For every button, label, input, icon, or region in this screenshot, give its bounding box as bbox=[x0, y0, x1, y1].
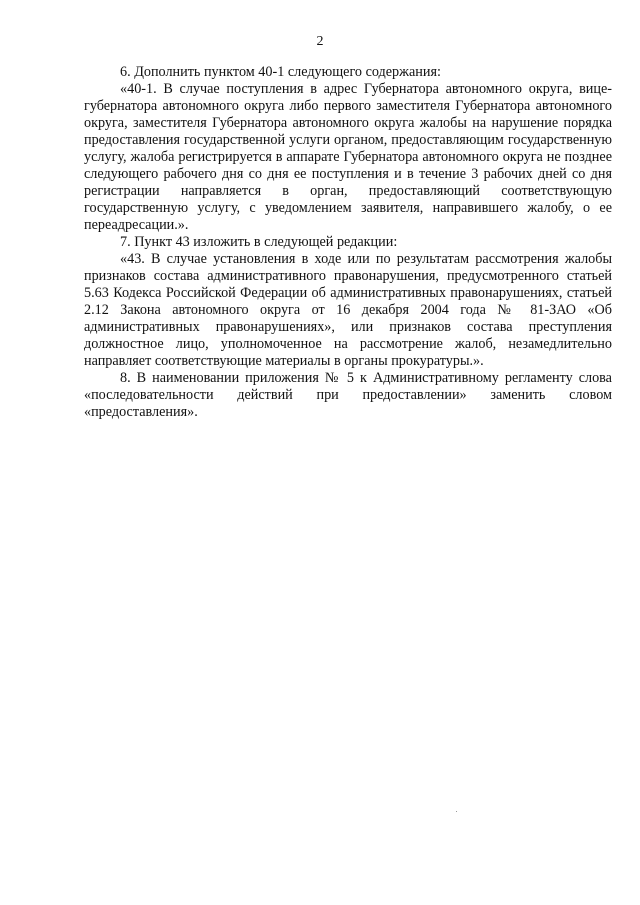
paragraph-point-40-1: «40-1. В случае поступления в адрес Губернатора автономного округа, вице-губернатора автономного округа либо первого заместителя Губернатора автономного округа, заместителя Губернатора автономного округа жалобы на нарушение порядка предоставления государственной услуги органом, предоставляющим государственную услугу, жалоба регистрируется в аппарате Губернатора автономного округа не позднее следующего рабочего дня со дня ее поступления и в течение 3 рабочих дней со дня регистрации направляется в орган, предоставляющий соответствующую государственную услугу, с уведомлением заявителя, направившего жалобу, о ее переадресации.». bbox=[84, 81, 612, 233]
paragraph-item-8: 8. В наименовании приложения № 5 к Административному регламенту слова «последовательности действий при предоставлении» заменить словом «предоставления». bbox=[84, 370, 612, 420]
paragraph-item-6: 6. Дополнить пунктом 40-1 следующего содержания: bbox=[120, 64, 441, 80]
document-body bbox=[84, 64, 612, 421]
paragraph-point-43: «43. В случае установления в ходе или по результатам рассмотрения жалобы признаков состава административного правонарушения, предусмотренного статьей 5.63 Кодекса Российской Федерации об административных правонарушениях, статьей 2.12 Закона автономного округа от 16 декабря 2004 года № 81-ЗАО «Об административных правонарушениях», или признаков состава преступления должностное лицо, уполномоченное на рассмотрение жалоб, незамедлительно направляет соответствующие материалы в органы прокуратуры.». bbox=[84, 251, 612, 369]
scan-speck bbox=[456, 811, 457, 812]
paragraph-item-7: 7. Пункт 43 изложить в следующей редакции: bbox=[120, 234, 398, 250]
page-number: 2 bbox=[316, 34, 324, 49]
